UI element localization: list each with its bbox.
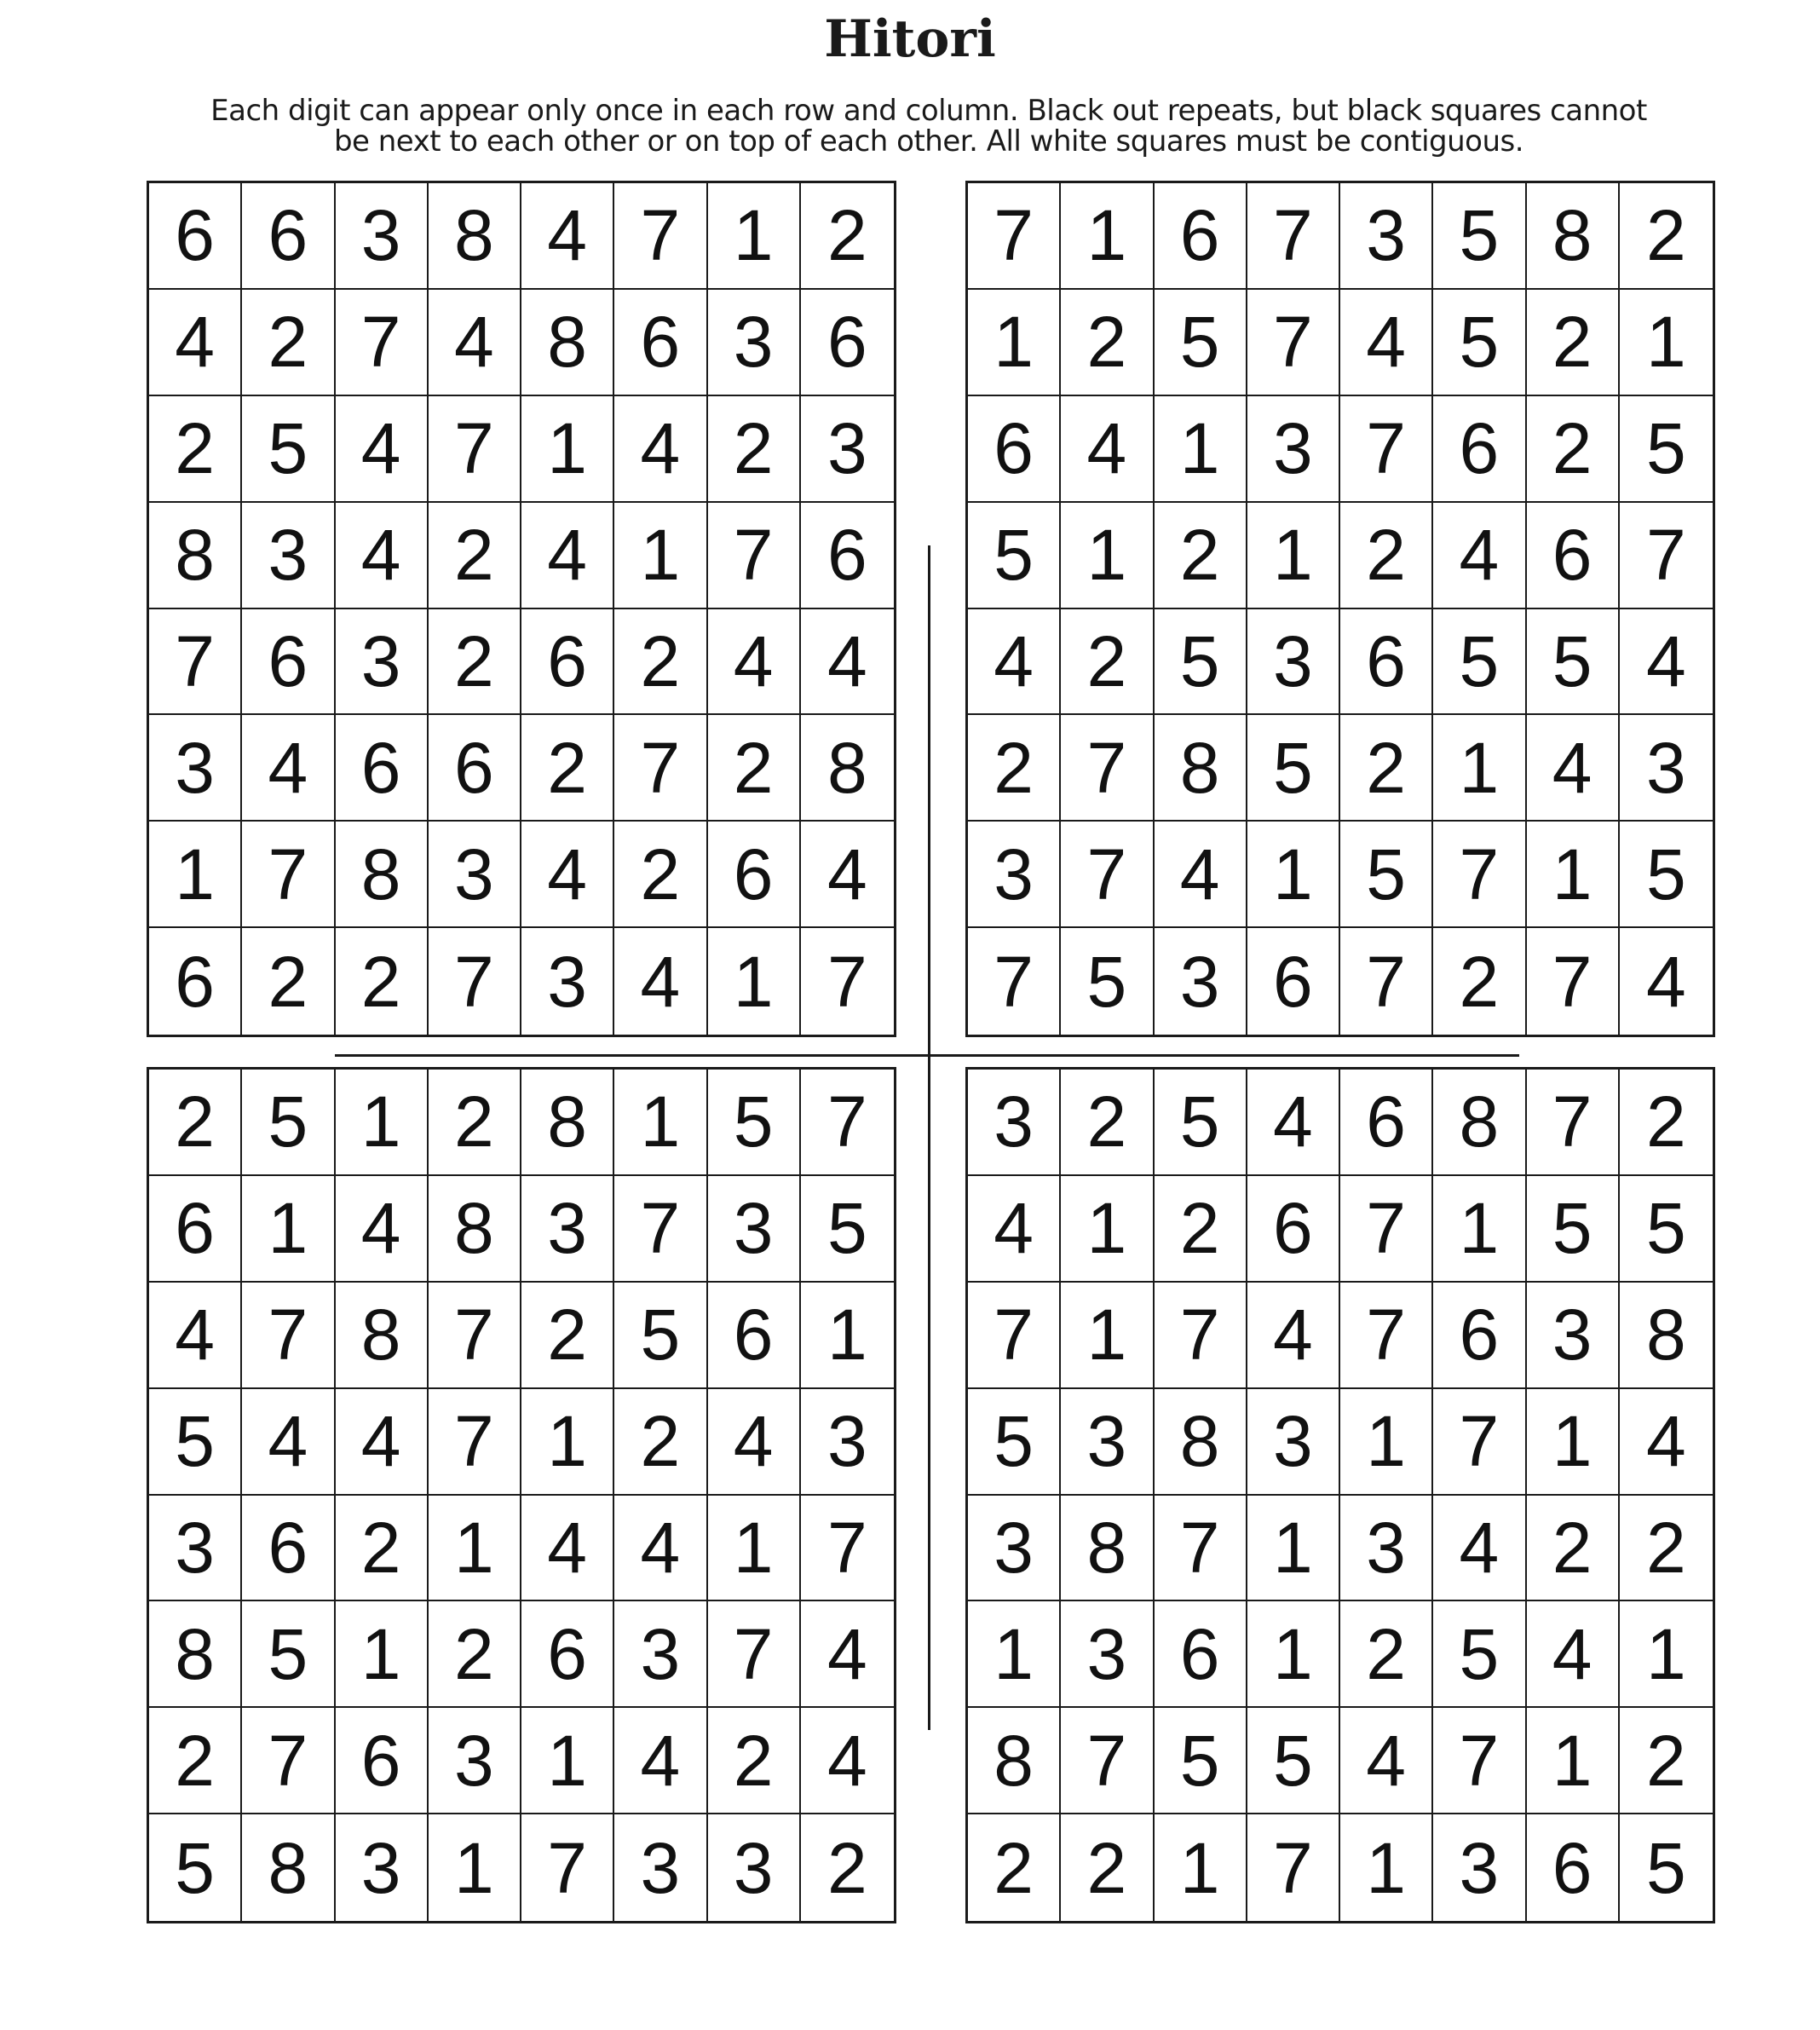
grid-cell[interactable]: 7 [1527, 1070, 1620, 1176]
grid-cell[interactable]: 6 [521, 609, 614, 716]
grid-cell[interactable]: 3 [149, 715, 242, 822]
grid-cell[interactable]: 7 [1527, 928, 1620, 1035]
grid-cell[interactable]: 6 [968, 396, 1061, 503]
grid-cell[interactable]: 6 [1155, 183, 1247, 290]
grid-cell[interactable]: 7 [1247, 290, 1340, 396]
grid-cell[interactable]: 4 [1527, 1601, 1620, 1708]
grid-cell[interactable]: 2 [149, 396, 242, 503]
grid-cell[interactable]: 1 [521, 396, 614, 503]
grid-cell[interactable]: 8 [1433, 1070, 1526, 1176]
grid-cell[interactable]: 1 [1061, 503, 1154, 609]
grid-cell[interactable]: 6 [336, 1708, 429, 1814]
grid-cell[interactable]: 4 [1247, 1283, 1340, 1389]
grid-cell[interactable]: 7 [801, 1070, 894, 1176]
grid-cell[interactable]: 1 [242, 1176, 335, 1283]
grid-cell[interactable]: 6 [801, 290, 894, 396]
grid-cell[interactable]: 3 [1247, 1389, 1340, 1496]
grid-cell[interactable]: 7 [1247, 1814, 1340, 1921]
grid-cell[interactable]: 2 [1061, 290, 1154, 396]
grid-cell[interactable]: 5 [1646, 1827, 1686, 1908]
grid-cell[interactable]: 4 [1061, 396, 1154, 503]
grid-cell[interactable]: 5 [1433, 609, 1526, 716]
grid-cell[interactable]: 7 [1061, 822, 1154, 928]
grid-cell[interactable]: 6 [1340, 1070, 1433, 1176]
puzzle-title: Hitori [824, 9, 996, 69]
grid-cell[interactable]: 4 [968, 609, 1061, 716]
grid-cell[interactable]: 4 [521, 822, 614, 928]
grid-cell[interactable]: 3 [242, 503, 335, 609]
grid-cell[interactable]: 5 [1340, 822, 1433, 928]
grid-cell[interactable]: 2 [149, 1070, 242, 1176]
grid-cell[interactable]: 5 [614, 1283, 707, 1389]
grid-cell[interactable]: 2 [521, 715, 614, 822]
grid-cell[interactable]: 3 [1340, 1496, 1433, 1602]
grid-cell[interactable]: 8 [149, 1601, 242, 1708]
grid-cell[interactable]: 7 [521, 1814, 614, 1921]
grid-cell[interactable]: 1 [1620, 290, 1713, 396]
vertical-divider [928, 545, 930, 1730]
grid-cell[interactable]: 7 [1620, 503, 1713, 609]
grid-cell[interactable]: 4 [1340, 290, 1433, 396]
grid-cell[interactable]: 7 [242, 822, 335, 928]
grid-cell[interactable]: 4 [708, 609, 801, 716]
grid-cell[interactable]: 8 [1620, 1283, 1713, 1389]
grid-cell[interactable]: 7 [1433, 1389, 1526, 1496]
grid-cell[interactable]: 3 [801, 396, 894, 503]
grid-cell[interactable]: 4 [614, 1708, 707, 1814]
grid-cell[interactable]: 3 [614, 1601, 707, 1708]
grid-cell[interactable]: 6 [149, 1176, 242, 1283]
grid-cell[interactable]: 3 [708, 1176, 801, 1283]
grid-cell[interactable]: 1 [1340, 1389, 1433, 1496]
grid-cell[interactable]: 4 [801, 609, 894, 716]
grid-cell[interactable]: 2 [1340, 1601, 1433, 1708]
grid-cell[interactable]: 5 [242, 396, 335, 503]
grid-cell[interactable]: 8 [242, 1814, 335, 1921]
grid-cell[interactable]: 7 [242, 1708, 335, 1814]
grid-cell[interactable]: 2 [614, 609, 707, 716]
grid-cell[interactable]: 2 [1527, 290, 1620, 396]
grid-cell[interactable]: 1 [521, 1708, 614, 1814]
grid-cell[interactable]: 1 [336, 1601, 429, 1708]
grid-cell[interactable]: 7 [827, 941, 867, 1022]
grid-cell[interactable]: 3 [968, 1070, 1061, 1176]
grid-cell[interactable]: 1 [708, 1496, 801, 1602]
grid-cell[interactable]: 2 [521, 1283, 614, 1389]
grid-cell[interactable]: 2 [614, 822, 707, 928]
grid-cell[interactable]: 1 [614, 1070, 707, 1176]
grid-cell[interactable]: 4 [801, 1601, 894, 1708]
grid-cell[interactable]: 3 [521, 1176, 614, 1283]
grid-cell[interactable]: 8 [336, 1283, 429, 1389]
puzzle-grid-top-left [147, 181, 896, 1037]
grid-cell[interactable]: 5 [968, 503, 1061, 609]
grid-cell[interactable]: 5 [242, 1070, 335, 1176]
grid-cell[interactable]: 5 [1155, 609, 1247, 716]
grid-cell[interactable]: 7 [1433, 1708, 1526, 1814]
grid-cell[interactable]: 3 [1433, 1814, 1526, 1921]
grid-cell[interactable]: 4 [1433, 1496, 1526, 1602]
grid-cell[interactable]: 5 [1247, 715, 1340, 822]
grid-cell[interactable]: 1 [1247, 822, 1340, 928]
grid-cell[interactable]: 6 [429, 715, 521, 822]
grid-cell[interactable]: 2 [429, 609, 521, 716]
grid-cell[interactable]: 3 [614, 1814, 707, 1921]
grid-cell[interactable]: 3 [1061, 1601, 1154, 1708]
grid-cell[interactable]: 5 [801, 1176, 894, 1283]
grid-cell[interactable]: 6 [708, 822, 801, 928]
puzzle-grid-bottom-right [965, 1067, 1715, 1923]
grid-cell[interactable]: 2 [149, 1708, 242, 1814]
grid-cell[interactable]: 2 [1620, 1496, 1713, 1602]
grid-cell[interactable]: 1 [1061, 183, 1154, 290]
grid-cell[interactable]: 4 [801, 1708, 894, 1814]
grid-cell[interactable]: 5 [149, 1814, 242, 1921]
grid-cell[interactable]: 2 [827, 1827, 867, 1908]
grid-cell[interactable]: 1 [1155, 1814, 1247, 1921]
grid-cell[interactable]: 6 [149, 928, 242, 1035]
grid-cell[interactable]: 1 [1527, 1708, 1620, 1814]
grid-cell[interactable]: 1 [429, 1814, 521, 1921]
grid-cell[interactable]: 5 [242, 1601, 335, 1708]
grid-cell[interactable]: 1 [1247, 1601, 1340, 1708]
grid-cell[interactable]: 5 [1527, 1176, 1620, 1283]
grid-cell[interactable]: 5 [1620, 822, 1713, 928]
grid-cell[interactable]: 1 [614, 503, 707, 609]
grid-cell[interactable]: 7 [968, 1283, 1061, 1389]
grid-cell[interactable]: 7 [801, 1496, 894, 1602]
grid-cell[interactable]: 3 [968, 822, 1061, 928]
grid-cell[interactable]: 8 [429, 1176, 521, 1283]
grid-cell[interactable]: 4 [1620, 1389, 1713, 1496]
grid-cell[interactable]: 5 [1247, 1708, 1340, 1814]
grid-cell[interactable]: 3 [429, 1708, 521, 1814]
grid-cell[interactable]: 2 [1433, 928, 1526, 1035]
grid-cell[interactable]: 1 [968, 290, 1061, 396]
grid-cell[interactable]: 6 [242, 1496, 335, 1602]
grid-cell[interactable]: 4 [242, 1389, 335, 1496]
grid-cell[interactable]: 3 [1247, 609, 1340, 716]
grid-cell[interactable]: 1 [968, 1601, 1061, 1708]
grid-cell[interactable]: 7 [429, 1389, 521, 1496]
grid-cell[interactable]: 7 [429, 928, 521, 1035]
grid-cell[interactable]: 1 [1620, 1601, 1713, 1708]
grid-cell[interactable]: 7 [968, 183, 1061, 290]
instructions [153, 95, 1704, 157]
grid-cell[interactable]: 1 [1433, 1176, 1526, 1283]
grid-cell[interactable]: 4 [968, 1176, 1061, 1283]
grid-cell[interactable]: 4 [614, 1496, 707, 1602]
grid-cell[interactable]: 2 [1155, 1176, 1247, 1283]
grid-cell[interactable]: 3 [1340, 183, 1433, 290]
grid-cell[interactable]: 4 [336, 503, 429, 609]
grid-cell[interactable]: 7 [1247, 183, 1340, 290]
grid-cell[interactable]: 1 [801, 1283, 894, 1389]
grid-cell[interactable]: 5 [1433, 290, 1526, 396]
grid-cell[interactable]: 3 [149, 1496, 242, 1602]
grid-cell[interactable]: 7 [1155, 1496, 1247, 1602]
grid-cell[interactable]: 6 [336, 715, 429, 822]
grid-cell[interactable]: 7 [968, 928, 1061, 1035]
grid-cell[interactable]: 3 [1247, 396, 1340, 503]
grid-cell[interactable]: 2 [708, 396, 801, 503]
grid-cell[interactable]: 4 [801, 822, 894, 928]
grid-cell[interactable]: 6 [1527, 503, 1620, 609]
grid-cell[interactable]: 4 [429, 290, 521, 396]
grid-cell[interactable]: 2 [801, 183, 894, 290]
grid-cell[interactable]: 8 [1155, 1389, 1247, 1496]
grid-cell[interactable]: 2 [1620, 1708, 1713, 1814]
grid-cell[interactable]: 7 [614, 183, 707, 290]
grid-cell[interactable]: 7 [1340, 1283, 1433, 1389]
grid-cell[interactable]: 1 [1155, 396, 1247, 503]
grid-cell[interactable]: 1 [521, 1389, 614, 1496]
grid-cell[interactable]: 3 [336, 609, 429, 716]
grid-cell[interactable]: 7 [1061, 715, 1154, 822]
horizontal-divider [335, 1054, 1519, 1057]
grid-cell[interactable]: 4 [1620, 609, 1713, 716]
grid-cell[interactable]: 7 [614, 715, 707, 822]
grid-cell[interactable]: 6 [149, 183, 242, 290]
grid-cell[interactable]: 3 [1155, 928, 1247, 1035]
grid-cell[interactable]: 2 [614, 1389, 707, 1496]
grid-cell[interactable]: 4 [521, 503, 614, 609]
grid-cell[interactable]: 2 [1340, 715, 1433, 822]
grid-cell[interactable]: 6 [1340, 609, 1433, 716]
grid-cell[interactable]: 6 [1247, 928, 1340, 1035]
grid-cell[interactable]: 8 [1155, 715, 1247, 822]
grid-cell[interactable]: 6 [242, 183, 335, 290]
grid-cell[interactable]: 2 [708, 715, 801, 822]
grid-cell[interactable]: 1 [1247, 1496, 1340, 1602]
grid-cell[interactable]: 8 [429, 183, 521, 290]
grid-cell[interactable]: 4 [1340, 1708, 1433, 1814]
grid-cell[interactable]: 4 [1155, 822, 1247, 928]
grid-cell[interactable]: 2 [1061, 1814, 1154, 1921]
grid-cell[interactable]: 1 [708, 928, 801, 1035]
grid-cell[interactable]: 4 [521, 183, 614, 290]
puzzle-grid-bottom-left [147, 1067, 896, 1923]
grid-cell[interactable]: 5 [708, 1070, 801, 1176]
grid-cell[interactable]: 2 [968, 715, 1061, 822]
grid-cell[interactable]: 6 [1155, 1601, 1247, 1708]
grid-cell[interactable]: 3 [1620, 715, 1713, 822]
grid-cell[interactable]: 7 [1340, 396, 1433, 503]
grid-cell[interactable]: 2 [968, 1814, 1061, 1921]
grid-cell[interactable]: 7 [1340, 1176, 1433, 1283]
grid-cell[interactable]: 3 [708, 1814, 801, 1921]
grid-cell[interactable]: 3 [968, 1496, 1061, 1602]
grid-cell[interactable]: 2 [1340, 503, 1433, 609]
grid-cell[interactable]: 2 [1620, 183, 1713, 290]
grid-cell[interactable]: 4 [614, 928, 707, 1035]
grid-cell[interactable]: 4 [242, 715, 335, 822]
instructions-line-2: be next to each other or on top of each other. All white squares must be contiguous. [333, 124, 1524, 159]
grid-cell[interactable]: 2 [1061, 1070, 1154, 1176]
grid-cell[interactable]: 6 [242, 609, 335, 716]
grid-cell[interactable]: 7 [149, 609, 242, 716]
instructions-line-1: Each digit can appear only once in each row and column. Black out repeats, but black squares cannot [210, 94, 1647, 128]
grid-cell[interactable]: 5 [1061, 928, 1154, 1035]
grid-cell[interactable]: 4 [336, 396, 429, 503]
grid-cell[interactable]: 8 [521, 1070, 614, 1176]
grid-cell[interactable]: 2 [708, 1708, 801, 1814]
grid-cell[interactable]: 6 [1433, 1283, 1526, 1389]
grid-cell[interactable]: 7 [336, 290, 429, 396]
grid-cell[interactable]: 4 [708, 1389, 801, 1496]
grid-cell[interactable]: 3 [708, 290, 801, 396]
grid-cell[interactable]: 8 [1061, 1496, 1154, 1602]
grid-cell[interactable]: 7 [429, 1283, 521, 1389]
grid-cell[interactable]: 3 [336, 1814, 429, 1921]
grid-cell[interactable]: 1 [1061, 1176, 1154, 1283]
grid-cell[interactable]: 4 [614, 396, 707, 503]
grid-cell[interactable]: 2 [242, 290, 335, 396]
grid-cell[interactable]: 6 [1433, 396, 1526, 503]
grid-cell[interactable]: 3 [336, 183, 429, 290]
grid-cell[interactable]: 6 [614, 290, 707, 396]
grid-cell[interactable]: 7 [708, 1601, 801, 1708]
grid-cell[interactable]: 7 [708, 503, 801, 609]
grid-cell[interactable]: 4 [336, 1389, 429, 1496]
grid-cell[interactable]: 7 [1061, 1708, 1154, 1814]
grid-cell[interactable]: 1 [1340, 1814, 1433, 1921]
grid-cell[interactable]: 8 [336, 822, 429, 928]
grid-cell[interactable]: 5 [1155, 1070, 1247, 1176]
grid-cell[interactable]: 1 [149, 822, 242, 928]
grid-cell[interactable]: 4 [149, 1283, 242, 1389]
grid-cell[interactable]: 1 [1247, 503, 1340, 609]
grid-cell[interactable]: 3 [521, 928, 614, 1035]
grid-cell[interactable]: 6 [1527, 1814, 1620, 1921]
grid-cell[interactable]: 2 [429, 1070, 521, 1176]
grid-cell[interactable]: 4 [1433, 503, 1526, 609]
grid-cell[interactable]: 1 [429, 1496, 521, 1602]
grid-cell[interactable]: 6 [521, 1601, 614, 1708]
grid-cell[interactable]: 2 [336, 1496, 429, 1602]
grid-cell[interactable]: 7 [1340, 928, 1433, 1035]
grid-cell[interactable]: 8 [968, 1708, 1061, 1814]
puzzle-grid-top-right [965, 181, 1715, 1037]
grid-cell[interactable]: 7 [614, 1176, 707, 1283]
grid-cell[interactable]: 2 [429, 1601, 521, 1708]
grid-cell[interactable]: 3 [801, 1389, 894, 1496]
grid-cell[interactable]: 4 [521, 1496, 614, 1602]
grid-cell[interactable]: 1 [336, 1070, 429, 1176]
grid-cell[interactable]: 5 [1433, 183, 1526, 290]
grid-cell[interactable]: 2 [1527, 1496, 1620, 1602]
grid-cell[interactable]: 2 [429, 503, 521, 609]
grid-cell[interactable]: 3 [1527, 1283, 1620, 1389]
grid-cell[interactable]: 8 [149, 503, 242, 609]
grid-cell[interactable]: 5 [149, 1389, 242, 1496]
grid-cell[interactable]: 5 [1620, 1176, 1713, 1283]
grid-cell[interactable]: 1 [1061, 1283, 1154, 1389]
grid-cell[interactable]: 8 [1527, 183, 1620, 290]
grid-cell[interactable]: 7 [242, 1283, 335, 1389]
grid-cell[interactable]: 8 [801, 715, 894, 822]
grid-cell[interactable]: 2 [1620, 1070, 1713, 1176]
grid-cell[interactable]: 3 [429, 822, 521, 928]
grid-cell[interactable]: 5 [1620, 396, 1713, 503]
grid-cell[interactable]: 2 [242, 928, 335, 1035]
grid-cell[interactable]: 6 [708, 1283, 801, 1389]
grid-cell[interactable]: 5 [1433, 1601, 1526, 1708]
grid-cell[interactable]: 6 [1247, 1176, 1340, 1283]
grid-cell[interactable]: 2 [1527, 396, 1620, 503]
grid-cell[interactable]: 3 [1061, 1389, 1154, 1496]
grid-cell[interactable]: 1 [1527, 1389, 1620, 1496]
grid-cell[interactable]: 2 [336, 928, 429, 1035]
grid-cell[interactable]: 4 [1247, 1070, 1340, 1176]
grid-cell[interactable]: 2 [1155, 503, 1247, 609]
grid-cell[interactable]: 1 [708, 183, 801, 290]
grid-cell[interactable]: 5 [1527, 609, 1620, 716]
grid-cell[interactable]: 4 [149, 290, 242, 396]
grid-cell[interactable]: 5 [1155, 1708, 1247, 1814]
grid-cell[interactable]: 4 [1646, 941, 1686, 1022]
grid-cell[interactable]: 5 [1155, 290, 1247, 396]
grid-cell[interactable]: 2 [1061, 609, 1154, 716]
grid-cell[interactable]: 7 [1433, 822, 1526, 928]
grid-cell[interactable]: 4 [336, 1176, 429, 1283]
grid-cell[interactable]: 7 [1155, 1283, 1247, 1389]
grid-cell[interactable]: 4 [1527, 715, 1620, 822]
grid-cell[interactable]: 6 [801, 503, 894, 609]
grid-cell[interactable]: 8 [521, 290, 614, 396]
grid-cell[interactable]: 1 [1527, 822, 1620, 928]
grid-cell[interactable]: 7 [429, 396, 521, 503]
grid-cell[interactable]: 5 [968, 1389, 1061, 1496]
grid-cell[interactable]: 1 [1433, 715, 1526, 822]
